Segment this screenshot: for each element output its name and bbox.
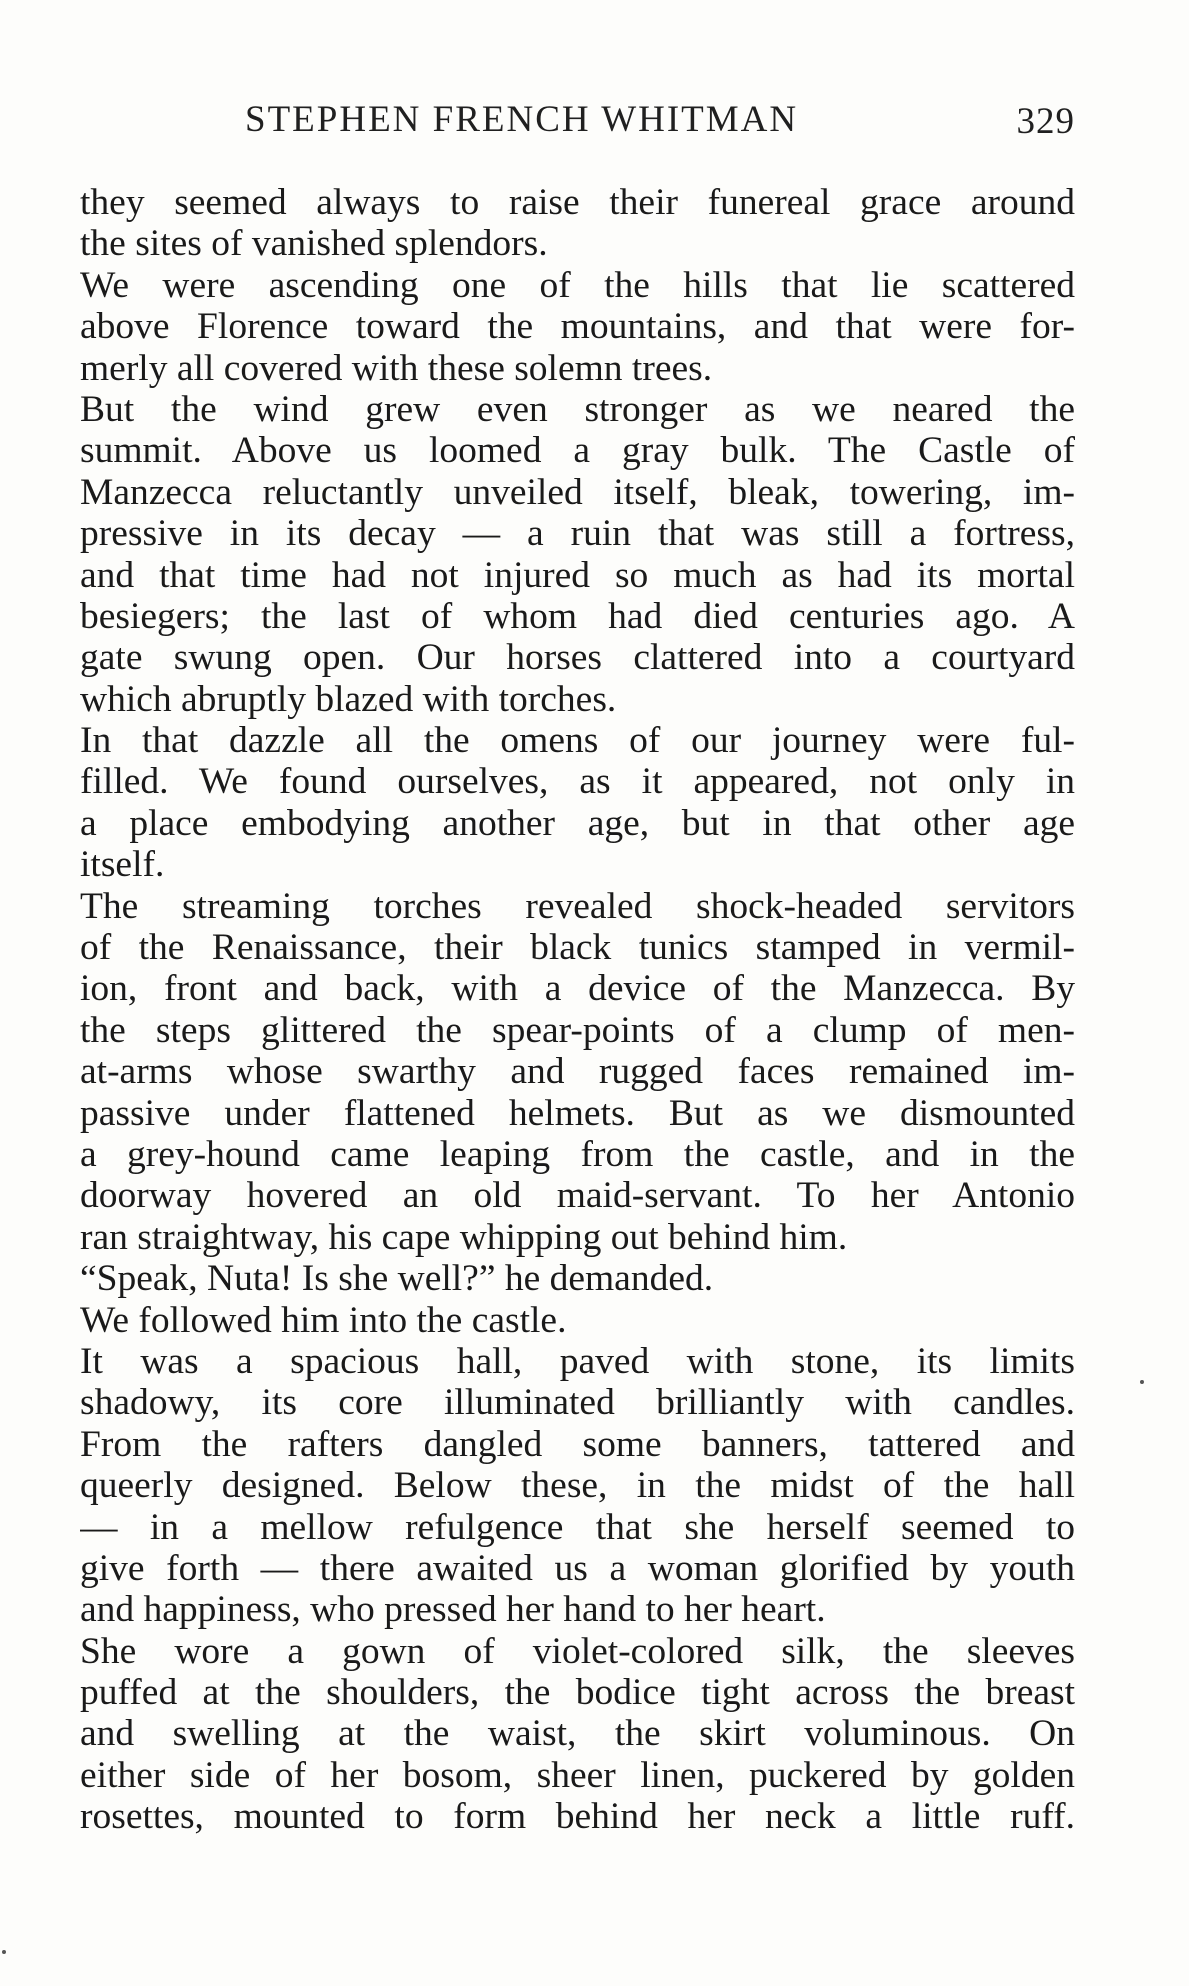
text-line: puffed at the shoulders, the bodice tight across the breast	[80, 1672, 1075, 1714]
text-line: and swelling at the waist, the skirt voluminous. On	[80, 1713, 1075, 1755]
text-line: In that dazzle all the omens of our journey were ful-	[80, 720, 1075, 762]
text-line: filled. We found ourselves, as it appeared, not only in	[80, 761, 1075, 803]
text-line: a grey-hound came leaping from the castle, and in the	[80, 1133, 1075, 1175]
text-line: ran straightway, his cape whipping out behind him.	[80, 1216, 848, 1258]
running-head	[245, 98, 1075, 148]
text-line: merly all covered with these solemn trees.	[80, 347, 713, 389]
text-line: of the Renaissance, their black tunics stamped in vermil-	[80, 927, 1075, 969]
text-line: the steps glittered the spear-points of a clump of men-	[80, 1009, 1075, 1051]
text-line: and happiness, who pressed her hand to her heart.	[80, 1589, 826, 1631]
text-line: which abruptly blazed with torches.	[80, 678, 617, 720]
text-line: gate swung open. Our horses clattered into a courtyard	[80, 637, 1075, 679]
text-line: rosettes, mounted to form behind her neck a little ruff.	[80, 1796, 1075, 1838]
text-line: besiegers; the last of whom had died centuries ago. A	[80, 595, 1075, 637]
text-line: She wore a gown of violet-colored silk, the sleeves	[80, 1630, 1075, 1672]
text-line: either side of her bosom, sheer linen, puckered by golden	[80, 1754, 1075, 1796]
text-line: they seemed always to raise their funereal grace around	[80, 182, 1075, 223]
scan-speck	[2, 1950, 6, 1954]
text-line: We were ascending one of the hills that lie scattered	[80, 264, 1075, 306]
text-line: It was a spacious hall, paved with stone, its limits	[80, 1340, 1075, 1382]
text-line: queerly designed. Below these, in the midst of the hall	[80, 1465, 1075, 1507]
text-line: a place embodying another age, but in that other age	[80, 802, 1075, 844]
page-number: 329	[1016, 101, 1075, 142]
text-line: the sites of vanished splendors.	[80, 223, 548, 265]
text-line: But the wind grew even stronger as we neared the	[80, 388, 1075, 430]
text-line: The streaming torches revealed shock-headed servitors	[80, 885, 1075, 927]
text-line: itself.	[80, 844, 165, 886]
text-line: above Florence toward the mountains, and that were for-	[80, 306, 1075, 348]
text-line: “Speak, Nuta! Is she well?” he demanded.	[80, 1258, 714, 1300]
text-line: and that time had not injured so much as had its mortal	[80, 554, 1075, 596]
text-line: — in a mellow refulgence that she herself seemed to	[80, 1506, 1075, 1548]
text-line: doorway hovered an old maid-servant. To her Antonio	[80, 1175, 1075, 1217]
running-title: STEPHEN FRENCH WHITMAN	[245, 99, 799, 140]
text-line: shadowy, its core illuminated brilliantly with candles.	[80, 1382, 1075, 1424]
text-line: From the rafters dangled some banners, tattered and	[80, 1423, 1075, 1465]
text-line: ion, front and back, with a device of the Manzecca. By	[80, 968, 1075, 1010]
text-line: give forth — there awaited us a woman glorified by youth	[80, 1547, 1075, 1589]
text-line: Manzecca reluctantly unveiled itself, bleak, towering, im-	[80, 471, 1075, 513]
scan-speck	[1140, 1380, 1144, 1384]
text-line: passive under flattened helmets. But as we dismounted	[80, 1092, 1075, 1134]
body-text	[80, 182, 1075, 1838]
text-line: We followed him into the castle.	[80, 1299, 567, 1341]
text-line: pressive in its decay — a ruin that was still a fortress,	[80, 513, 1075, 555]
text-line: at-arms whose swarthy and rugged faces remained im-	[80, 1051, 1075, 1093]
text-line: summit. Above us loomed a gray bulk. The Castle of	[80, 430, 1075, 472]
